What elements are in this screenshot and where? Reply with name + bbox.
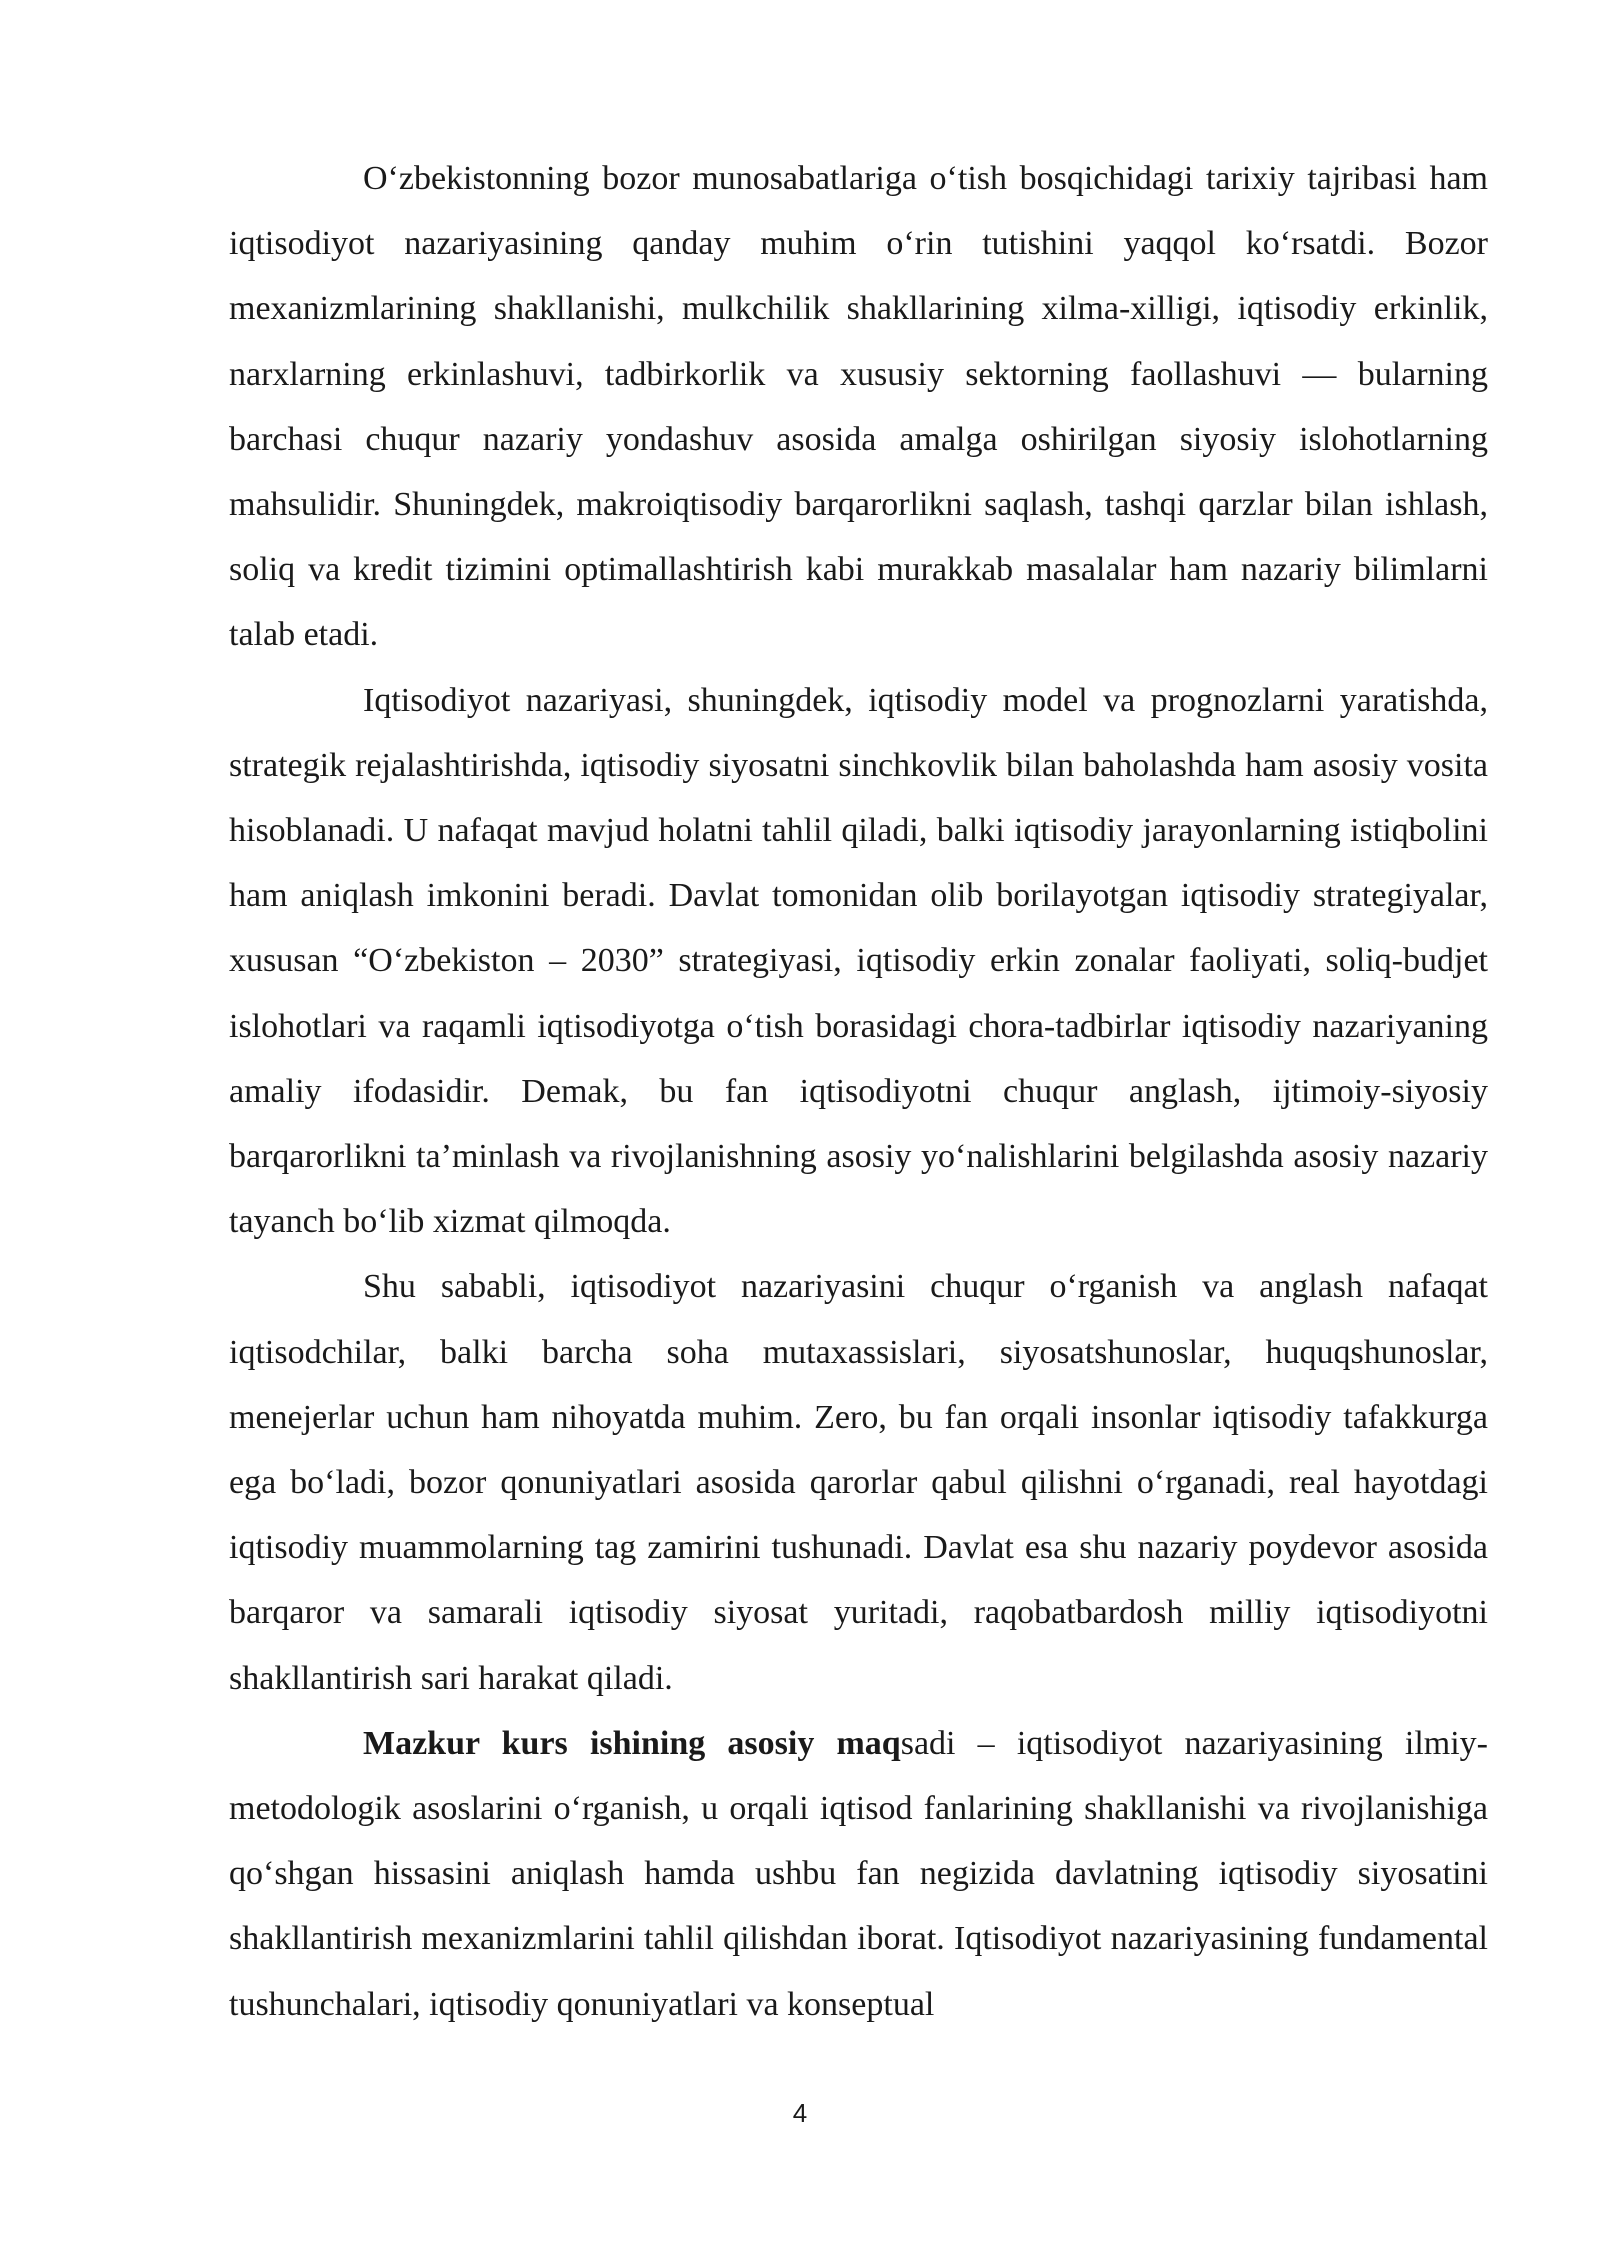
paragraph-4-text: sadi – iqtisodiyot nazariyasining ilmiy-metodologik asoslarini o‘rganish, u orqali iqtisod fanlarining shakllanishi va rivojlanishiga qo‘shgan hissasini aniqlash hamda ushbu fan negizida davlatning iqtisodiy siyosatini shakllantirish mexanizmlarini tahlil qilishdan iborat. Iqtisodiyot nazariyasining fundamental tushunchalari, iqtisodiy qonuniyatlari va konseptual xyxy=(229,1724,1488,2023)
paragraph-4-lead-bold: Mazkur kurs ishining asosiy maq xyxy=(363,1724,901,1762)
paragraph-4 xyxy=(229,1711,1488,2037)
paragraph-3-text: Shu sababli, iqtisodiyot nazariyasini chuqur o‘rganish va anglash nafaqat iqtisodchilar, balki barcha soha mutaxassislari, siyosatshunoslar, huquqshunoslar, menejerlar uchun ham nihoyatda muhim. Zero, bu fan orqali insonlar iqtisodiy tafakkurga ega bo‘ladi, bozor qonuniyatlari asosida qarorlar qabul qilishni o‘rganadi, real hayotdagi iqtisodiy muammolarning tag zamirini tushunadi. Davlat esa shu nazariy poydevor asosida barqaror va samarali iqtisodiy siyosat yuritadi, raqobatbardosh milliy iqtisodiyotni shakllantirish sari harakat qiladi. xyxy=(229,1268,1488,1697)
paragraph-1-text: O‘zbekistonning bozor munosabatlariga o‘tish bosqichidagi tarixiy tajribasi ham iqtisodiyot nazariyasining qanday muhim o‘rin tutishini yaqqol ko‘rsatdi. Bozor mexanizmlarining shakllanishi, mulkchilik shakllarining xilma-xilligi, iqtisodiy erkinlik, narxlarning erkinlashuvi, tadbirkorlik va xususiy sektorning faollashuvi — bularning barchasi chuqur nazariy yondashuv asosida amalga oshirilgan siyosiy islohotlarning mahsulidir. Shuningdek, makroiqtisodiy barqarorlikni saqlash, tashqi qarzlar bilan ishlash, soliq va kredit tizimini optimallashtirish kabi murakkab masalalar ham nazariy bilimlarni talab etadi. xyxy=(229,160,1488,654)
paragraph-2-text: Iqtisodiyot nazariyasi, shuningdek, iqtisodiy model va prognozlarni yaratishda, strategik rejalashtirishda, iqtisodiy siyosatni sinchkovlik bilan baholashda ham asosiy vosita hisoblanadi. U nafaqat mavjud holatni tahlil qiladi, balki iqtisodiy jarayonlarning istiqbolini ham aniqlash imkonini beradi. Davlat tomonidan olib borilayotgan iqtisodiy strategiyalar, xususan “O‘zbekiston – 2030” strategiyasi, iqtisodiy erkin zonalar faoliyati, soliq-budjet islohotlari va raqamli iqtisodiyotga o‘tish borasidagi chora-tadbirlar iqtisodiy nazariyaning amaliy ifodasidir. Demak, bu fan iqtisodiyotni chuqur anglash, ijtimoiy-siyosiy barqarorlikni ta’minlash va rivojlanishning asosiy yo‘nalishlarini belgilashda asosiy nazariy tayanch bo‘lib xizmat qilmoqda. xyxy=(229,681,1488,1241)
page-number: 4 xyxy=(792,2098,808,2128)
body-text xyxy=(229,146,1488,2037)
paragraph-1 xyxy=(229,146,1488,668)
paragraph-3 xyxy=(229,1254,1488,1710)
paragraph-2 xyxy=(229,668,1488,1255)
